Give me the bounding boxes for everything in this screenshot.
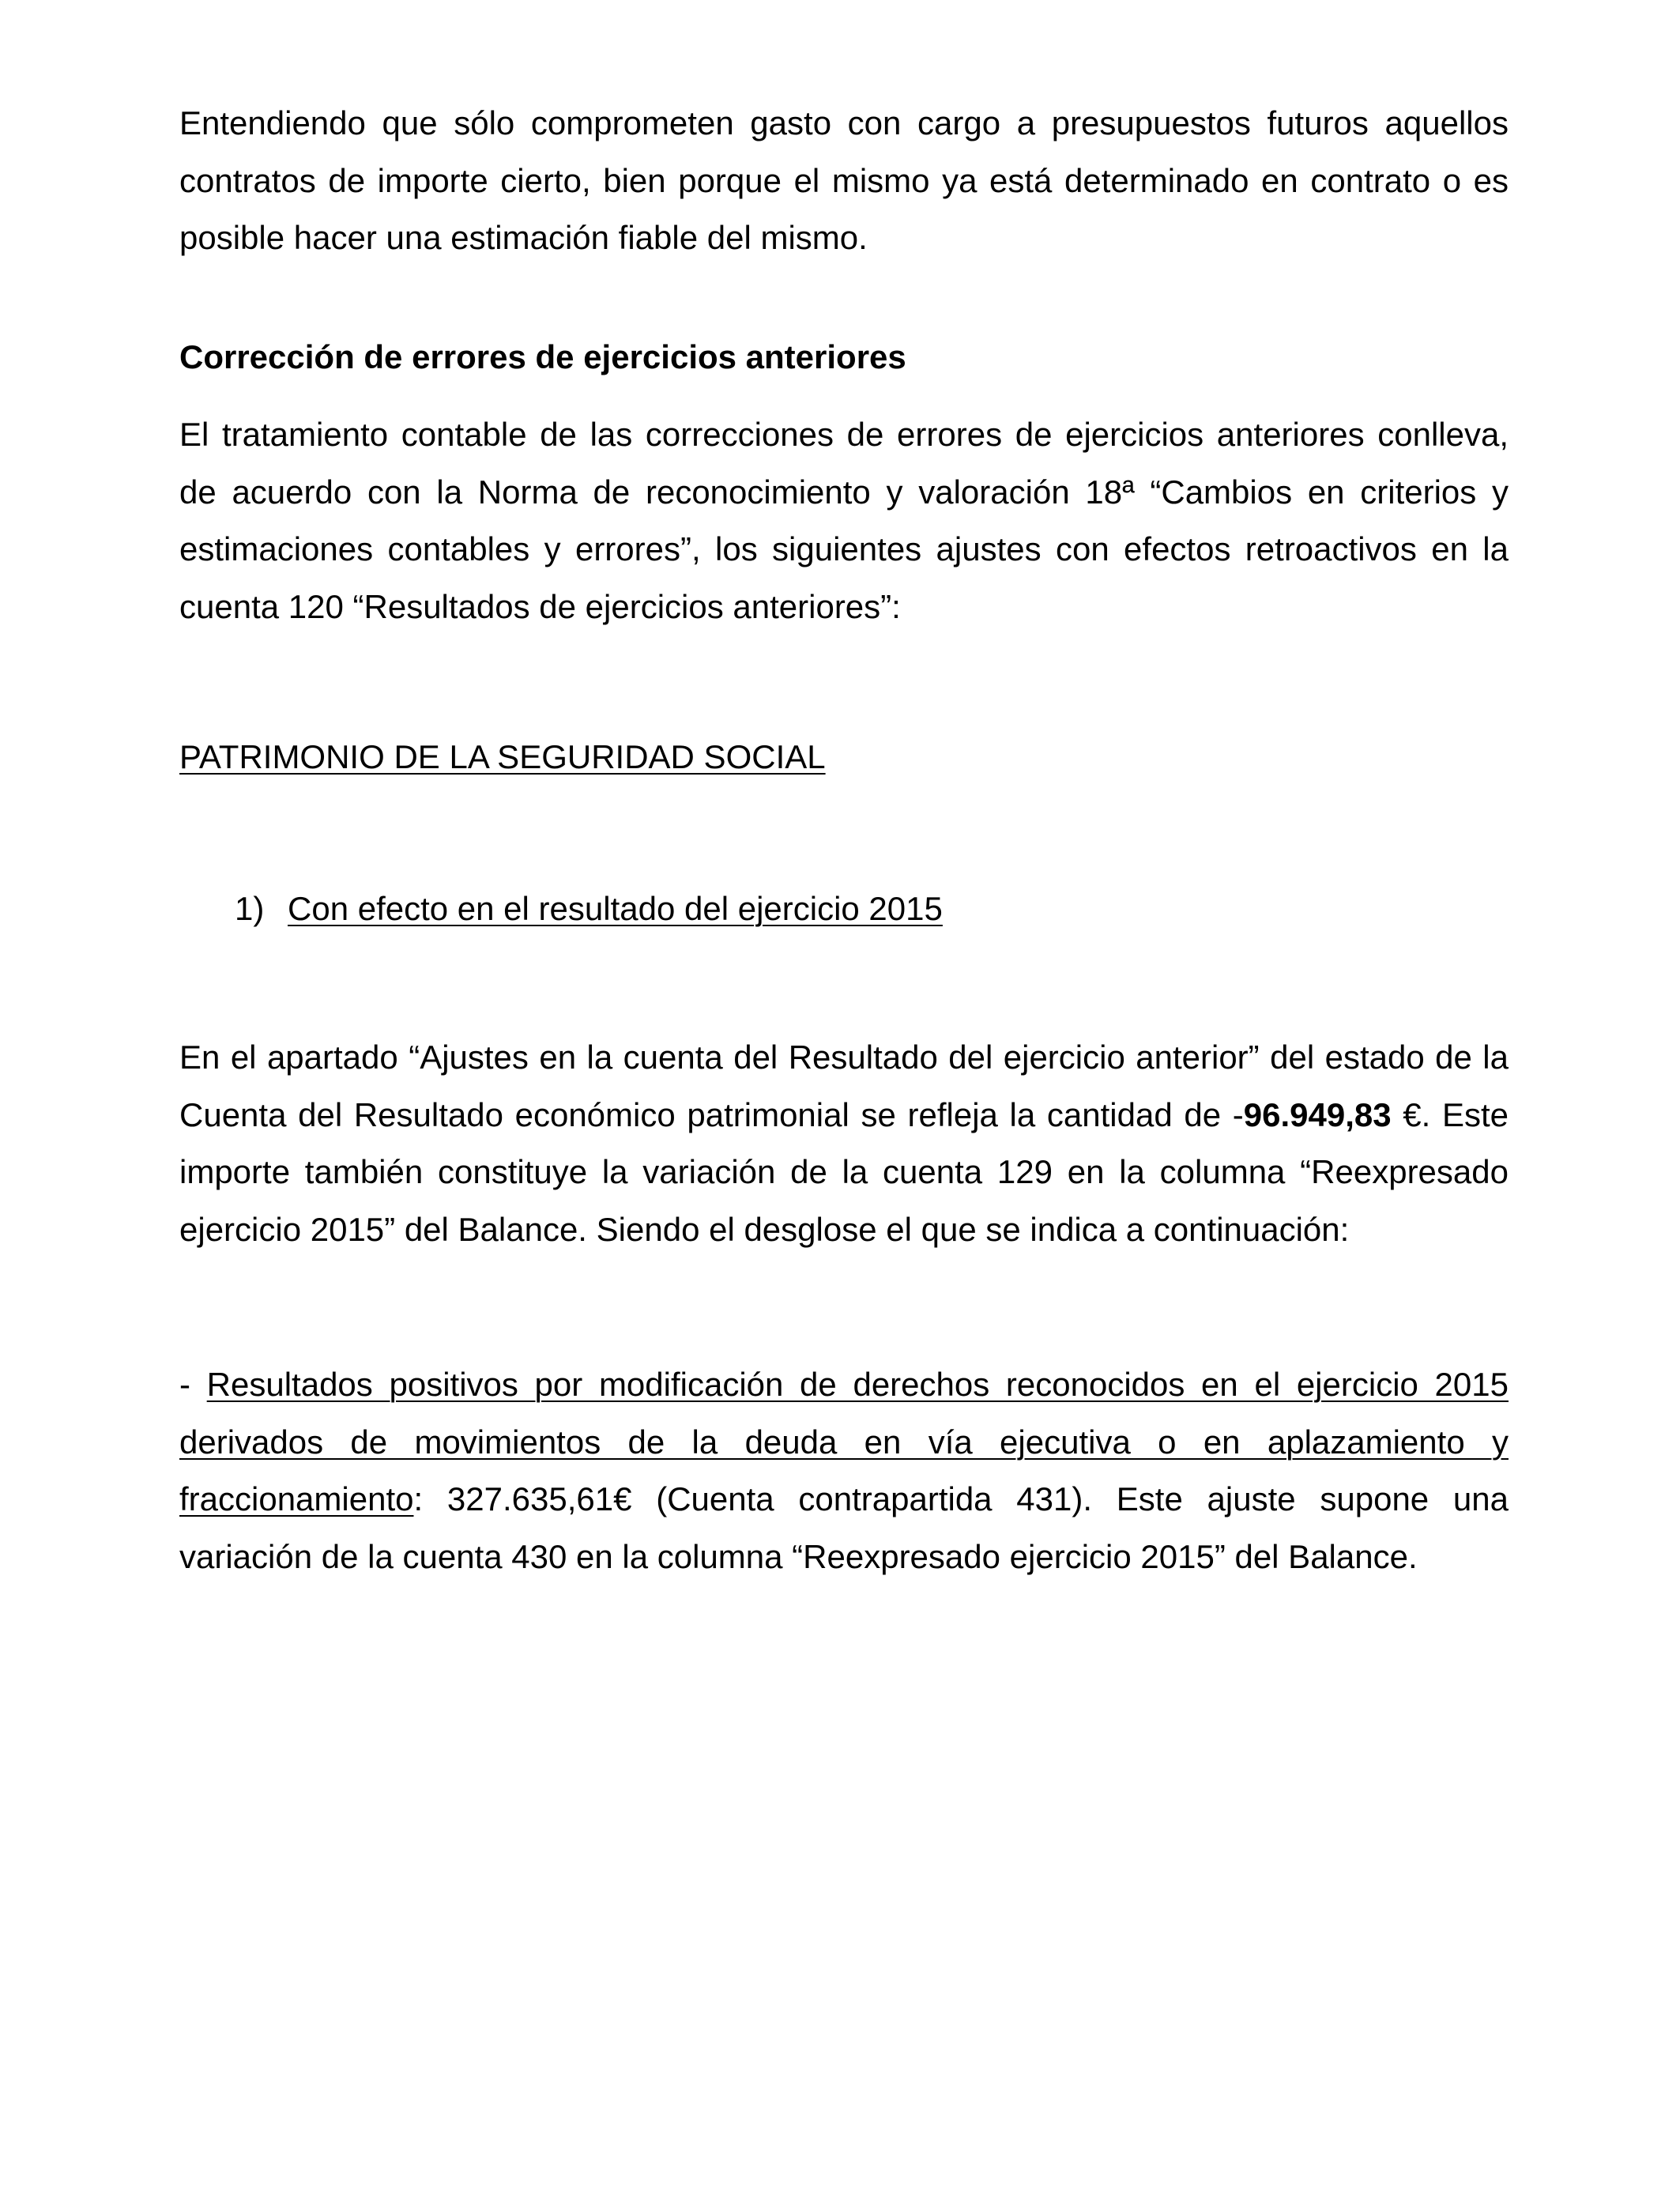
apartado-amount: 96.949,83 <box>1243 1095 1392 1133</box>
resultados-rest: : 327.635,61€ (Cuenta contrapartida 431). Este ajuste supone una variación de la cuenta 430 en la columna “Reexpresado ejercicio 2015” del Balance. <box>179 1480 1509 1575</box>
section-body: El tratamiento contable de las correcciones de errores de ejercicios anteriores conlleva, de acuerdo con la Norma de reconocimiento y valoración 18ª “Cambios en criterios y estimaciones contables y errores”, los siguientes ajustes con efectos retroactivos en la cuenta 120 “Resultados de ejercicios anteriores”: <box>179 416 1509 625</box>
resultados-dash: - <box>179 1366 207 1403</box>
resultados-paragraph <box>179 1356 1509 1585</box>
list-number: 1) <box>235 890 265 927</box>
apartado-paragraph <box>179 1029 1509 1258</box>
apartado-text-before: En el apartado “Ajustes en la cuenta del Resultado del ejercicio anterior” del estado de la Cuenta del Resultado económico patrimonial se refleja la cantidad de - <box>179 1039 1509 1133</box>
section-heading: Corrección de errores de ejercicios anteriores <box>179 338 906 375</box>
resultados-underlined: Resultados positivos por modificación de derechos reconocidos en el ejercicio 2015 derivados de movimientos de la deuda en vía ejecutiva o en aplazamiento y fraccionamiento <box>179 1366 1509 1517</box>
patrimonio-title-text: PATRIMONIO DE LA SEGURIDAD SOCIAL <box>179 738 826 775</box>
document-page <box>179 0 1509 2194</box>
intro-paragraph: Entendiendo que sólo comprometen gasto con cargo a presupuestos futuros aquellos contratos de importe cierto, bien porque el mismo ya está determinado en contrato o es posible hacer una estimación fiable del mismo. <box>179 104 1509 256</box>
apartado-text-after: €. Este importe también constituye la variación de la cuenta 129 en la columna “Reexpresado ejercicio 2015” del Balance. Siendo el desglose el que se indica a continuación: <box>179 1095 1509 1248</box>
list-label: Con efecto en el resultado del ejercicio 2015 <box>288 890 943 927</box>
patrimonio-title <box>179 729 1509 786</box>
list-item <box>179 880 1509 937</box>
